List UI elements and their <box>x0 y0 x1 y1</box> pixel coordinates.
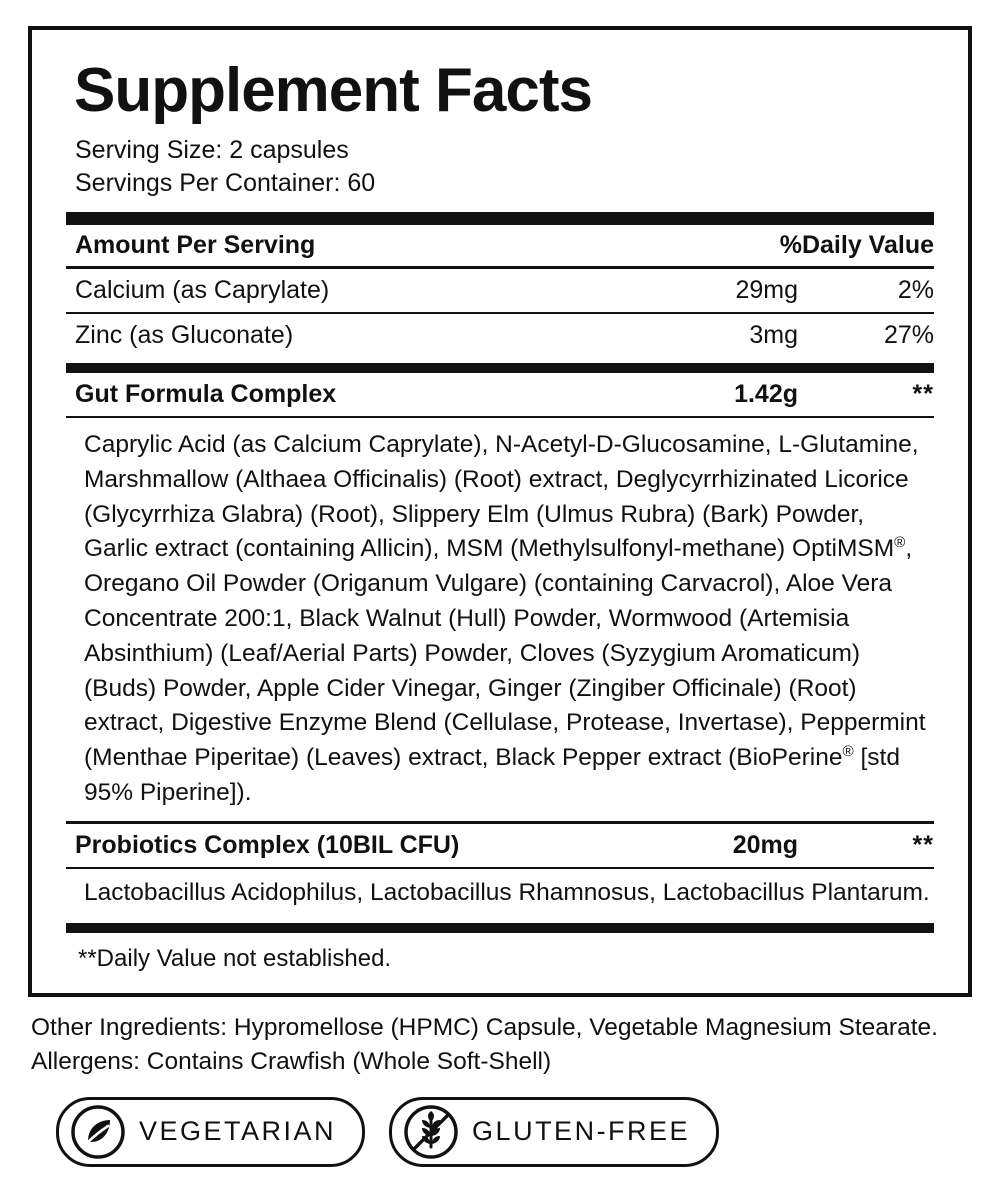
allergens: Allergens: Contains Crawfish (Whole Soft-Shell) <box>31 1048 552 1075</box>
servings-per-container: Servings Per Container: 60 <box>75 169 376 197</box>
blend-ingredients-part-1: Caprylic Acid (as Calcium Caprylate), N-Acetyl-D-Glucosamine, L-Glutamine, Marshmallow (Althaea Officinalis) (Root) extract, Deglycyrrhizinated Licorice (Glycyrrhiza Glabra) (Root), Slippery Elm (Ulmus Rubra) (Bark) Powder, Garlic extract (containing Allicin), MSM (Methylsulfonyl-methane) OptiMSM <box>84 431 919 563</box>
nutrient-amount: 3mg <box>749 321 798 349</box>
divider-thick-bottom <box>66 923 934 933</box>
table-row <box>66 314 934 357</box>
leaf-icon <box>71 1105 125 1159</box>
nutrient-dv: 2% <box>897 276 934 304</box>
probiotics-amount: 20mg <box>732 830 798 859</box>
nutrient-name: Calcium (as Caprylate) <box>75 276 330 304</box>
certification-badges <box>28 1097 972 1167</box>
blend-amount: 1.42g <box>734 380 798 408</box>
divider-thick-mid <box>66 363 934 373</box>
blend-dv: ** <box>912 380 934 408</box>
nutrient-dv: 27% <box>883 321 934 349</box>
amount-per-serving-label: Amount Per Serving <box>75 231 316 259</box>
badge-label: VEGETARIAN <box>139 1116 337 1147</box>
badge-gluten-free <box>389 1097 719 1167</box>
probiotics-complex-row <box>66 824 934 867</box>
other-ingredients-block <box>28 1011 972 1079</box>
badge-vegetarian <box>56 1097 365 1167</box>
badge-label: GLUTEN-FREE <box>472 1116 691 1147</box>
probiotics-dv: ** <box>912 830 934 859</box>
registered-trademark-symbol: ® <box>894 534 906 552</box>
blend-ingredients-part-3: [std 95% Piperine]). <box>84 744 900 807</box>
daily-value-footnote: **Daily Value not established. <box>78 945 392 973</box>
page-title: Supplement Facts <box>74 56 592 125</box>
probiotics-ingredients: Lactobacillus Acidophilus, Lactobacillus Rhamnosus, Lactobacillus Plantarum. <box>84 878 930 906</box>
registered-trademark-symbol: ® <box>842 743 854 761</box>
gut-formula-complex-row <box>66 373 934 416</box>
probiotics-name: Probiotics Complex (10BIL CFU) <box>75 830 460 859</box>
serving-size: Serving Size: 2 capsules <box>75 136 349 164</box>
table-row <box>66 269 934 312</box>
supplement-facts-panel <box>28 26 972 997</box>
nutrient-name: Zinc (as Gluconate) <box>75 321 294 349</box>
blend-name: Gut Formula Complex <box>75 380 337 408</box>
divider-thick-top <box>66 212 934 225</box>
wheat-crossed-icon <box>404 1105 458 1159</box>
amount-per-serving-header <box>66 225 934 266</box>
other-ingredients: Other Ingredients: Hypromellose (HPMC) Capsule, Vegetable Magnesium Stearate. <box>31 1014 938 1042</box>
blend-ingredients-part-2: , Oregano Oil Powder (Origanum Vulgare) (containing Carvacrol), Aloe Vera Concentrate 200:1, Black Walnut (Hull) Powder, Wormwood (Artemisia Absinthium) (Leaf/Aerial Parts) Powder, Cloves (Syzygium Aromaticum) (Buds) Powder, Apple Cider Vinegar, Ginger (Zingiber Officinale) (Root) extract, Digestive Enzyme Blend (Cellulase, Protease, Invertase), Peppermint (Menthae Piperitae) (Leaves) extract, Black Pepper extract (BioPerine <box>84 535 926 772</box>
blend-ingredients <box>66 418 934 821</box>
nutrient-amount: 29mg <box>735 276 798 304</box>
daily-value-label: %Daily Value <box>779 231 934 259</box>
